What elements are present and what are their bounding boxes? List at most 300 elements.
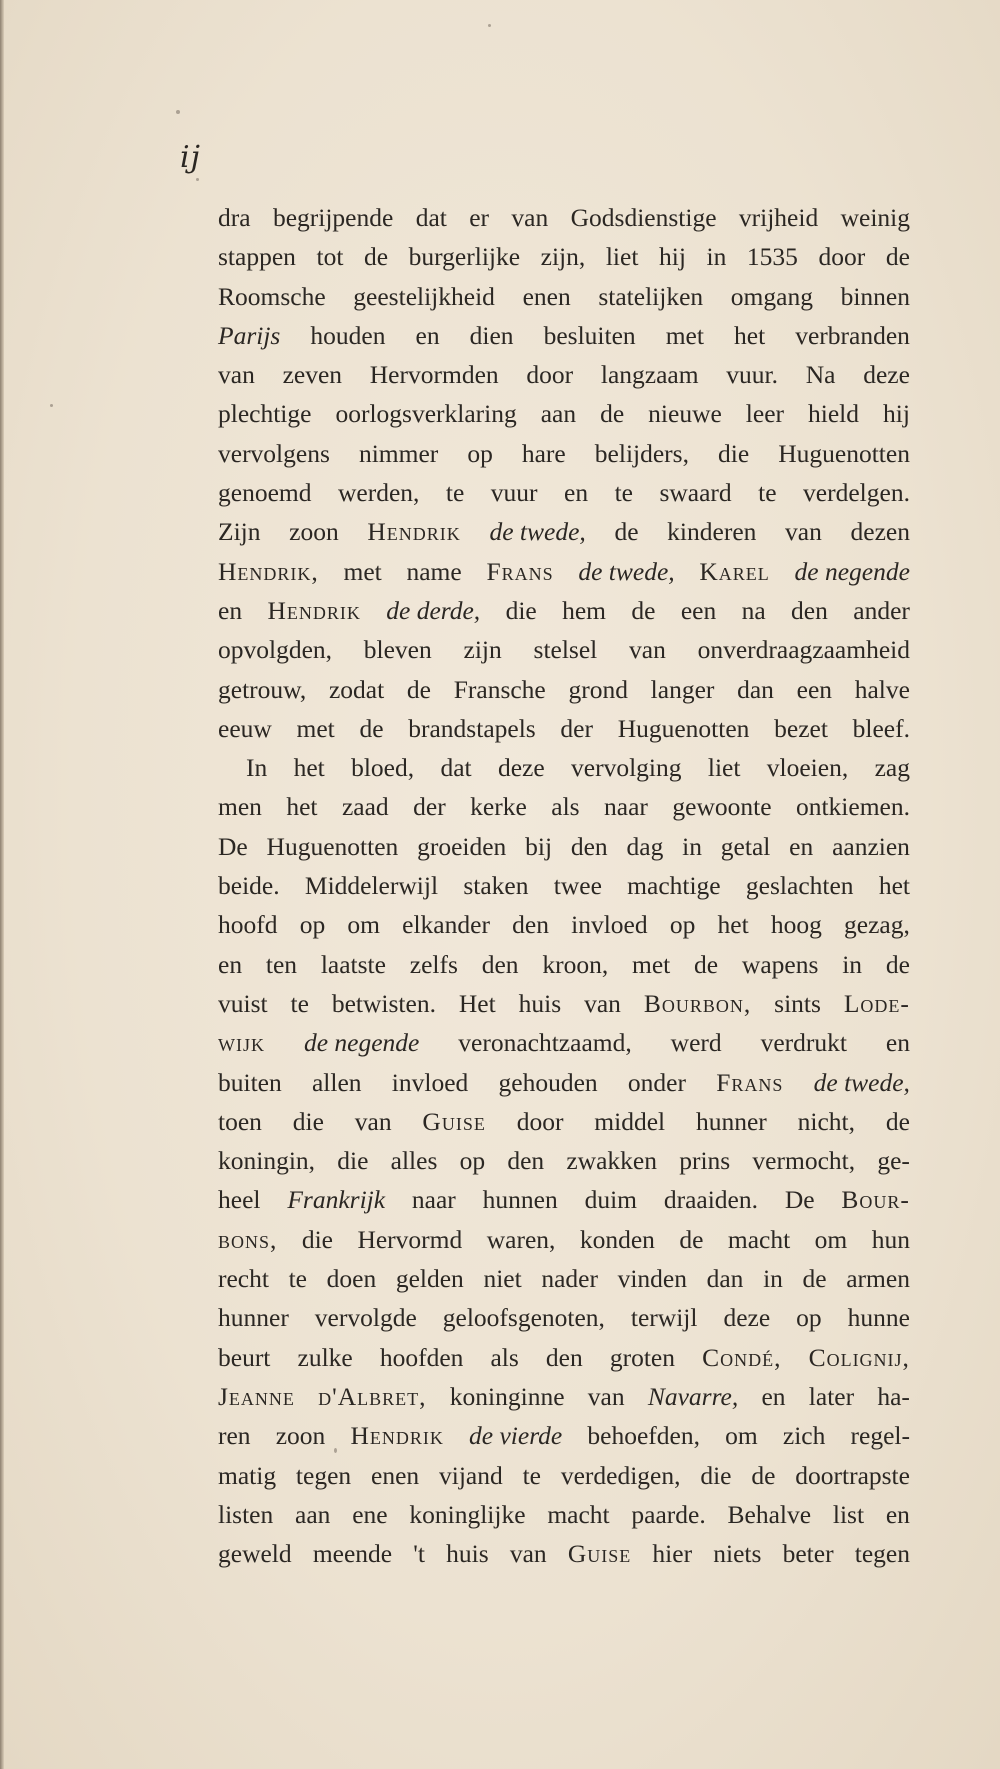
word: vuur bbox=[490, 478, 538, 508]
word: dat bbox=[415, 203, 447, 232]
word: tegen bbox=[854, 1539, 910, 1569]
word: Frans bbox=[486, 556, 554, 586]
text-line bbox=[218, 945, 910, 984]
word: macht bbox=[727, 1224, 791, 1254]
word: om bbox=[347, 910, 380, 940]
word: op bbox=[467, 438, 493, 468]
word: Condé, bbox=[702, 1342, 782, 1372]
word: de twede, bbox=[578, 556, 675, 586]
word: getal bbox=[720, 831, 771, 861]
word: het bbox=[293, 753, 325, 783]
word: de bbox=[802, 1264, 827, 1294]
word: na bbox=[741, 595, 766, 625]
text-line bbox=[218, 1141, 910, 1180]
word: die bbox=[505, 595, 537, 625]
paper-speck bbox=[176, 110, 180, 114]
word: met bbox=[296, 713, 335, 743]
word: d'Albret, bbox=[318, 1381, 427, 1411]
word: om bbox=[725, 1421, 758, 1451]
word: Het bbox=[458, 988, 496, 1018]
word: door bbox=[516, 1106, 564, 1136]
word: een bbox=[680, 595, 717, 625]
word: vermocht, bbox=[752, 1146, 856, 1176]
word: 1535 bbox=[746, 242, 798, 272]
text-line bbox=[218, 1495, 910, 1534]
word: de twede, bbox=[489, 517, 586, 547]
word: kerke bbox=[470, 792, 527, 822]
word: De bbox=[784, 1185, 815, 1215]
word: buiten bbox=[218, 1067, 282, 1097]
word: hield bbox=[808, 399, 859, 429]
word: geslachten bbox=[745, 871, 854, 901]
word: later bbox=[808, 1381, 855, 1411]
word: den bbox=[481, 949, 519, 979]
text-line bbox=[218, 591, 910, 630]
word: en bbox=[885, 1499, 910, 1529]
word: doen bbox=[326, 1264, 377, 1294]
word: geloofsgenoten, bbox=[442, 1303, 605, 1333]
word: aan bbox=[540, 399, 577, 429]
text-line bbox=[218, 1063, 910, 1102]
word: Lode- bbox=[843, 988, 910, 1018]
word: oorlogsverklaring bbox=[335, 399, 517, 429]
text-line bbox=[218, 1456, 910, 1495]
text-line bbox=[218, 827, 910, 866]
word: halve bbox=[854, 674, 910, 704]
word: van bbox=[511, 203, 549, 232]
word: kinderen bbox=[667, 517, 757, 547]
word: langzaam bbox=[600, 360, 699, 390]
word: getrouw, bbox=[218, 674, 307, 704]
text-line bbox=[218, 984, 910, 1023]
word: de bbox=[631, 595, 656, 625]
word: zodat bbox=[328, 674, 385, 704]
word: als bbox=[551, 792, 580, 822]
word: koninginne bbox=[449, 1381, 565, 1411]
word: alles bbox=[390, 1146, 438, 1176]
word: vinden bbox=[617, 1264, 687, 1294]
page-left-edge bbox=[0, 0, 4, 1769]
word: stappen bbox=[218, 242, 296, 272]
word: plechtige bbox=[218, 399, 312, 429]
word: in bbox=[842, 949, 863, 979]
word: niets bbox=[713, 1539, 762, 1569]
word: vrijheid bbox=[738, 203, 819, 232]
word: zoon bbox=[275, 1421, 326, 1451]
word: de bbox=[679, 1224, 704, 1254]
word: van bbox=[587, 1381, 625, 1411]
word: de bbox=[694, 949, 719, 979]
text-line bbox=[218, 1259, 910, 1298]
word: Bourbon, bbox=[643, 988, 752, 1018]
word: ha- bbox=[877, 1381, 910, 1411]
word: toen bbox=[218, 1106, 262, 1136]
word: enen bbox=[522, 281, 571, 311]
word: hunne bbox=[847, 1303, 910, 1333]
word: vervolging bbox=[571, 753, 682, 783]
word: ontkiemen. bbox=[795, 792, 910, 822]
word: veronachtzaamd, bbox=[458, 1028, 632, 1058]
word: draaiden. bbox=[663, 1185, 758, 1215]
word: in bbox=[706, 242, 727, 272]
text-line bbox=[218, 355, 910, 394]
word: burgerlijke bbox=[408, 242, 521, 272]
word: langer bbox=[650, 674, 715, 704]
word: hun bbox=[871, 1224, 910, 1254]
word: machtige bbox=[627, 871, 721, 901]
word: vijand bbox=[438, 1460, 503, 1490]
word: den bbox=[507, 1146, 545, 1176]
word: het bbox=[286, 792, 318, 822]
word: in bbox=[682, 831, 702, 861]
word: hoofden bbox=[379, 1342, 464, 1372]
word: verdrukt bbox=[760, 1028, 847, 1058]
paper-speck bbox=[196, 178, 199, 181]
word: Na bbox=[805, 360, 836, 390]
word: Godsdienstige bbox=[570, 203, 717, 232]
word: die bbox=[301, 1224, 333, 1254]
word: nader bbox=[541, 1264, 598, 1294]
word: Colignij, bbox=[808, 1342, 910, 1372]
word: ander bbox=[853, 595, 910, 625]
text-line bbox=[218, 473, 910, 512]
word: meende bbox=[312, 1539, 393, 1569]
word: bleven bbox=[363, 635, 432, 665]
word: bleef. bbox=[852, 713, 910, 743]
word: Huguenotten bbox=[266, 831, 399, 861]
word: tegen bbox=[295, 1460, 352, 1490]
text-line bbox=[218, 316, 910, 355]
text-line bbox=[218, 1338, 910, 1377]
text-line bbox=[218, 787, 910, 826]
word: zulke bbox=[297, 1342, 353, 1372]
word: zijn bbox=[463, 635, 502, 665]
word: in bbox=[763, 1264, 783, 1294]
text-line bbox=[218, 670, 910, 709]
word: de bbox=[359, 713, 384, 743]
word: het bbox=[878, 871, 910, 901]
word: In bbox=[246, 753, 268, 783]
word: en bbox=[564, 478, 589, 508]
word: de derde, bbox=[386, 595, 481, 625]
word: gewoonte bbox=[672, 792, 772, 822]
word: laatste bbox=[320, 949, 386, 979]
word: Parijs bbox=[218, 320, 281, 350]
word: staken bbox=[463, 871, 529, 901]
word: de bbox=[751, 1460, 776, 1490]
word: der bbox=[413, 792, 446, 822]
word: van bbox=[584, 988, 621, 1018]
word: verdelgen. bbox=[803, 478, 910, 508]
word: ten bbox=[265, 949, 298, 979]
text-line bbox=[218, 512, 910, 551]
word: de negende bbox=[794, 556, 910, 586]
word: leer bbox=[745, 399, 785, 429]
word: op bbox=[299, 910, 326, 940]
word: de bbox=[614, 517, 639, 547]
word: Guise bbox=[567, 1539, 632, 1569]
word: sints bbox=[774, 988, 821, 1018]
word: met bbox=[343, 556, 382, 586]
word: aan bbox=[295, 1499, 331, 1529]
word: door bbox=[526, 360, 574, 390]
word: van bbox=[354, 1106, 392, 1136]
word: te bbox=[288, 1264, 307, 1294]
word: elkander bbox=[402, 910, 490, 940]
word: hem bbox=[562, 595, 606, 625]
word: paarde. bbox=[631, 1499, 706, 1529]
word: van bbox=[785, 517, 822, 547]
word: aanzien bbox=[832, 831, 910, 861]
word: van bbox=[509, 1539, 547, 1569]
word: Jeanne bbox=[218, 1381, 295, 1411]
word: ene bbox=[352, 1499, 388, 1529]
word: en bbox=[885, 1028, 910, 1058]
word: geestelijkheid bbox=[353, 281, 495, 311]
word: macht bbox=[547, 1499, 610, 1529]
word: dan bbox=[706, 1264, 744, 1294]
word: recht bbox=[218, 1264, 269, 1294]
word: omgang bbox=[730, 281, 813, 311]
word: het bbox=[717, 910, 749, 940]
word: weinig bbox=[840, 203, 910, 232]
word: en bbox=[761, 1381, 786, 1411]
paper-speck bbox=[50, 404, 53, 407]
word: zwakken bbox=[566, 1146, 657, 1176]
word: huis bbox=[446, 1539, 489, 1569]
word: kroon, bbox=[542, 949, 609, 979]
word: swaard bbox=[659, 478, 732, 508]
word: den bbox=[791, 595, 828, 625]
word: De bbox=[218, 831, 248, 861]
word: de bbox=[885, 949, 910, 979]
word: statelijken bbox=[598, 281, 704, 311]
word: bons, bbox=[218, 1224, 278, 1254]
word: behoefden, bbox=[587, 1421, 700, 1451]
word: ge- bbox=[877, 1146, 910, 1176]
text-line bbox=[218, 1416, 910, 1455]
word: terwijl bbox=[630, 1303, 698, 1333]
text-line bbox=[218, 394, 910, 433]
word: enen bbox=[371, 1460, 420, 1490]
word: de bbox=[885, 242, 910, 272]
word: van bbox=[629, 635, 666, 665]
word: zelfs bbox=[409, 949, 458, 979]
word: zoon bbox=[289, 517, 339, 547]
word: naar bbox=[411, 1185, 456, 1215]
word: en bbox=[218, 595, 243, 625]
word: matig bbox=[218, 1460, 277, 1490]
word: nieuwe bbox=[648, 399, 722, 429]
text-line bbox=[218, 552, 910, 591]
word: als bbox=[490, 1342, 519, 1372]
word: den bbox=[512, 910, 549, 940]
word: vuur. bbox=[726, 360, 779, 390]
word: hunnen bbox=[482, 1185, 558, 1215]
text-line bbox=[218, 1534, 910, 1573]
word: vuist bbox=[218, 988, 268, 1018]
word: gehouden bbox=[498, 1067, 598, 1097]
text-line bbox=[218, 1102, 910, 1141]
word: Middelerwijl bbox=[304, 871, 439, 901]
word: Roomsche bbox=[218, 281, 326, 311]
word: middel bbox=[594, 1106, 666, 1136]
word: dien bbox=[469, 320, 514, 350]
text-line bbox=[218, 1298, 910, 1337]
word: regel- bbox=[850, 1421, 910, 1451]
word: houden bbox=[310, 320, 386, 350]
word: dra bbox=[218, 203, 251, 232]
word: Behalve bbox=[727, 1499, 812, 1529]
word: invloed bbox=[391, 1067, 469, 1097]
word: te bbox=[290, 988, 309, 1018]
word: hoofd bbox=[218, 910, 278, 940]
word: die bbox=[718, 438, 750, 468]
word: dan bbox=[737, 674, 774, 704]
word: en bbox=[415, 320, 440, 350]
word: zaad bbox=[341, 792, 389, 822]
word: Huguenotten bbox=[778, 438, 910, 468]
word: hij bbox=[882, 399, 910, 429]
word: hunner bbox=[218, 1303, 289, 1333]
text-line bbox=[218, 1180, 910, 1219]
word: groten bbox=[609, 1342, 675, 1372]
word: koninglijke bbox=[409, 1499, 526, 1529]
word: om bbox=[814, 1224, 848, 1254]
word: er bbox=[469, 203, 490, 232]
word: duim bbox=[584, 1185, 637, 1215]
word: de negende bbox=[303, 1028, 420, 1058]
word: wijk bbox=[218, 1028, 265, 1058]
word: te bbox=[445, 478, 465, 508]
word: Hendrik bbox=[367, 517, 461, 547]
word: binnen bbox=[840, 281, 910, 311]
word: dat bbox=[440, 753, 472, 783]
text-line bbox=[218, 198, 910, 237]
word: van bbox=[218, 360, 255, 390]
word: waren, bbox=[486, 1224, 556, 1254]
text-line bbox=[218, 1377, 910, 1416]
body-text bbox=[218, 198, 910, 1573]
word: en bbox=[789, 831, 814, 861]
text-line bbox=[218, 630, 910, 669]
text-line bbox=[218, 905, 910, 944]
word: allen bbox=[311, 1067, 362, 1097]
word: dag bbox=[626, 831, 664, 861]
text-line bbox=[218, 1220, 910, 1259]
word: bloed, bbox=[351, 753, 415, 783]
word: onverdraagzaamheid bbox=[697, 635, 910, 665]
word: werd bbox=[670, 1028, 722, 1058]
word: men bbox=[218, 792, 262, 822]
word: listen bbox=[218, 1499, 274, 1529]
word: Bour- bbox=[841, 1185, 910, 1215]
word: Huguenotten bbox=[617, 713, 750, 743]
word: die bbox=[700, 1460, 732, 1490]
word: hij bbox=[659, 242, 686, 272]
word: werden, bbox=[337, 478, 420, 508]
word: niet bbox=[483, 1264, 522, 1294]
word: vloeien, bbox=[766, 753, 849, 783]
word: Hendrik, bbox=[218, 556, 319, 586]
word: vervolgde bbox=[314, 1303, 417, 1333]
word: deze bbox=[863, 360, 910, 390]
text-line bbox=[218, 237, 910, 276]
word: Karel bbox=[699, 556, 770, 586]
page-folio: ij bbox=[180, 140, 201, 175]
word: der bbox=[560, 713, 593, 743]
word: hunner bbox=[695, 1106, 767, 1136]
word: gezag, bbox=[844, 910, 910, 940]
word: twee bbox=[553, 871, 602, 901]
word: prins bbox=[679, 1146, 731, 1176]
word: opvolgden, bbox=[218, 635, 333, 665]
word: te bbox=[758, 478, 777, 508]
word: gelden bbox=[395, 1264, 464, 1294]
word: die bbox=[337, 1146, 369, 1176]
word: besluiten bbox=[543, 320, 636, 350]
word: den bbox=[545, 1342, 583, 1372]
word: 't bbox=[413, 1539, 425, 1569]
text-line bbox=[218, 1023, 910, 1062]
word: dezen bbox=[850, 517, 910, 547]
word: deze bbox=[497, 753, 545, 783]
word: de bbox=[885, 1106, 910, 1136]
word: met bbox=[632, 949, 671, 979]
text-line bbox=[218, 434, 910, 473]
word: genoemd bbox=[218, 478, 312, 508]
word: ren bbox=[218, 1421, 251, 1451]
word: huis bbox=[518, 988, 562, 1018]
word: wapens bbox=[741, 949, 819, 979]
word: betwisten. bbox=[331, 988, 436, 1018]
word: zijn, bbox=[540, 242, 586, 272]
word: vervolgens bbox=[218, 438, 330, 468]
word: heel bbox=[218, 1185, 261, 1215]
word: deze bbox=[723, 1303, 771, 1333]
word: zich bbox=[782, 1421, 826, 1451]
word: die bbox=[292, 1106, 324, 1136]
word: hier bbox=[652, 1539, 693, 1569]
word: Hendrik bbox=[267, 595, 361, 625]
word: beter bbox=[782, 1539, 834, 1569]
word: beide. bbox=[218, 871, 280, 901]
word: nimmer bbox=[358, 438, 439, 468]
word: met bbox=[665, 320, 704, 350]
word: invloed bbox=[571, 910, 648, 940]
word: op bbox=[669, 910, 696, 940]
word: name bbox=[406, 556, 462, 586]
word: de vierde bbox=[469, 1421, 563, 1451]
word: liet bbox=[707, 753, 741, 783]
word: Fransche bbox=[453, 674, 546, 704]
text-line bbox=[218, 709, 910, 748]
word: liet bbox=[605, 242, 639, 272]
paper-speck bbox=[488, 24, 491, 27]
word: te bbox=[522, 1460, 541, 1490]
word: de bbox=[406, 674, 431, 704]
word: konden bbox=[579, 1224, 655, 1254]
word: Zijn bbox=[218, 517, 261, 547]
word: de twede, bbox=[813, 1067, 910, 1097]
word: hare bbox=[521, 438, 566, 468]
word: Hervormden bbox=[369, 360, 499, 390]
word: geweld bbox=[218, 1539, 292, 1569]
word: bezet bbox=[774, 713, 828, 743]
word: een bbox=[796, 674, 833, 704]
word: hoog bbox=[770, 910, 822, 940]
word: op bbox=[459, 1146, 486, 1176]
